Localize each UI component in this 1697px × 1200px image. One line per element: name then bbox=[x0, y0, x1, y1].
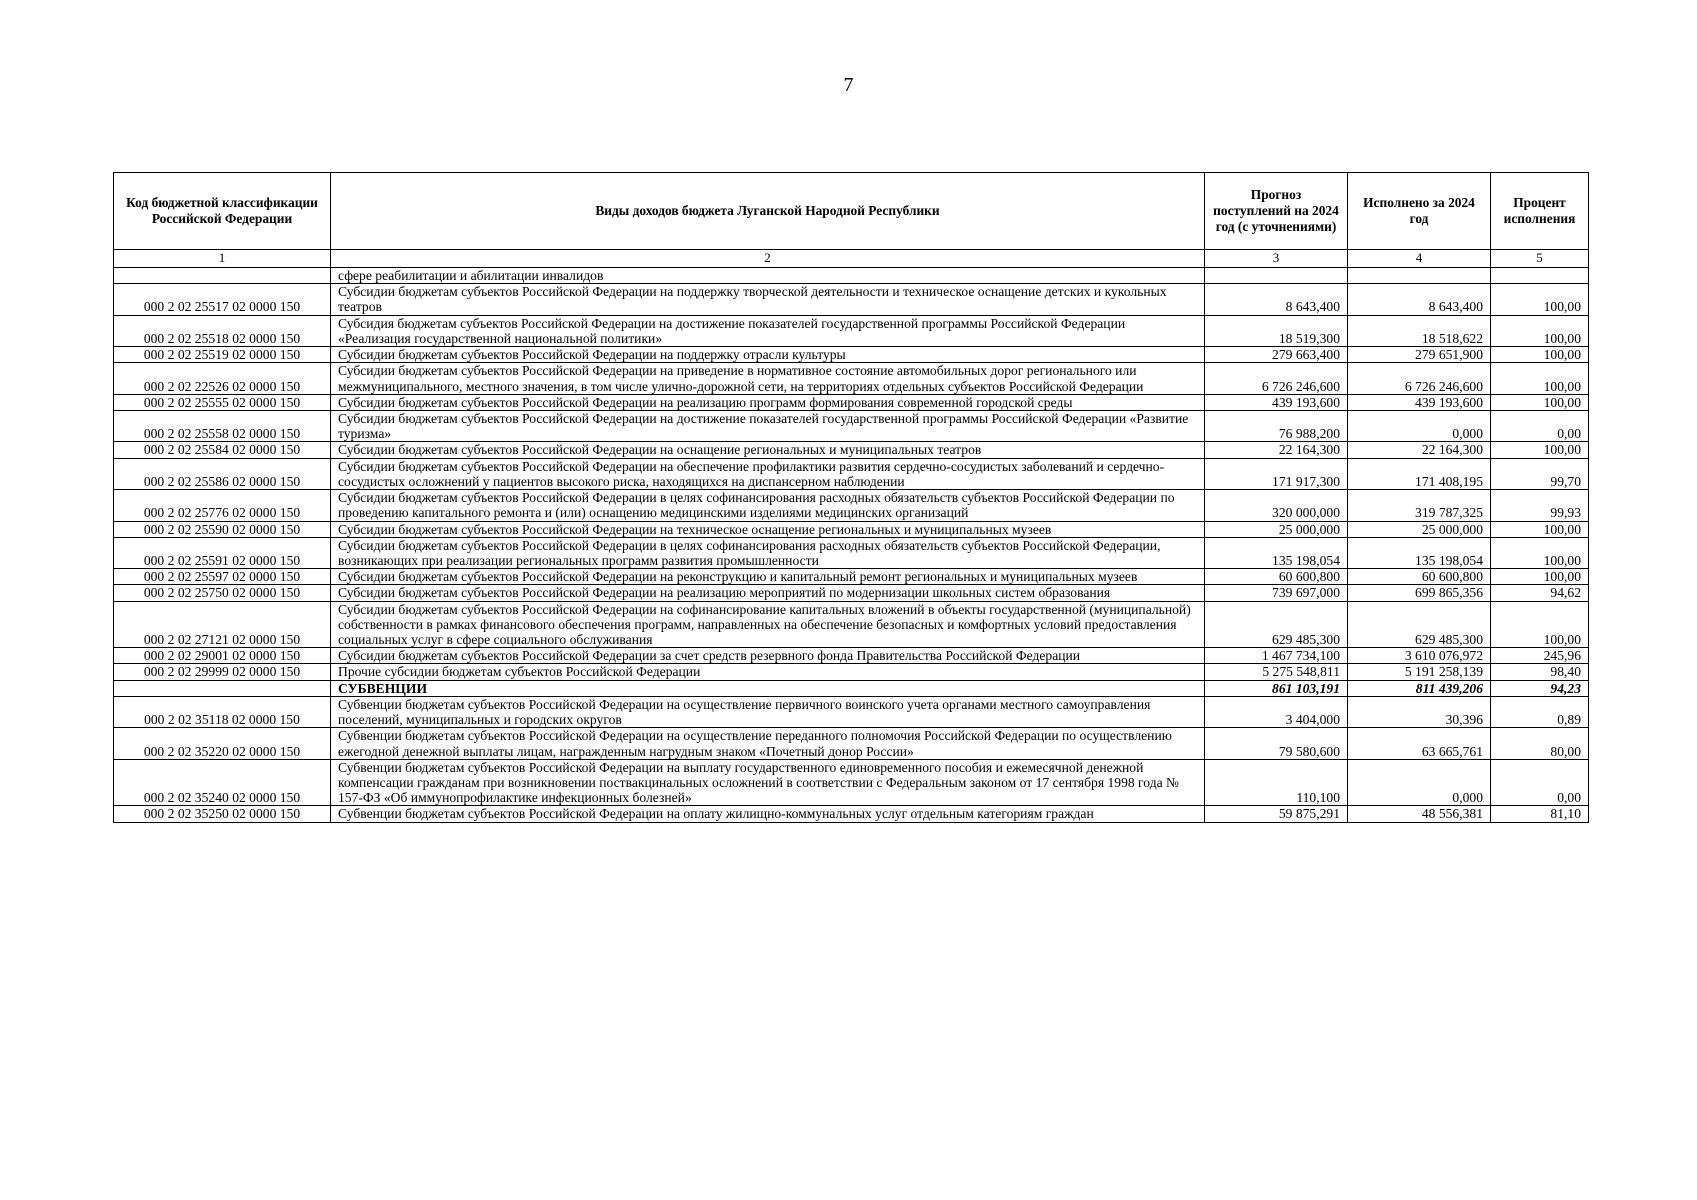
table-row bbox=[114, 394, 1589, 410]
cell-percent: 100,00 bbox=[1491, 537, 1589, 568]
table-row bbox=[114, 601, 1589, 648]
cell-code: 000 2 02 25558 02 0000 150 bbox=[114, 410, 331, 441]
table-row bbox=[114, 521, 1589, 537]
cell-name: Субсидии бюджетам субъектов Российской Федерации на поддержку отрасли культуры bbox=[331, 347, 1205, 363]
cell-executed: 30,396 bbox=[1348, 696, 1491, 727]
cell-executed bbox=[1348, 268, 1491, 284]
cell-forecast: 76 988,200 bbox=[1205, 410, 1348, 441]
cell-forecast: 8 643,400 bbox=[1205, 284, 1348, 315]
cell-forecast: 439 193,600 bbox=[1205, 394, 1348, 410]
table-row bbox=[114, 442, 1589, 458]
column-number-row bbox=[114, 250, 1589, 268]
cell-name: Субсидии бюджетам субъектов Российской Федерации на софинансирование капитальных вложений в объекты государственной (муниципальной) собственности в рамках финансового обеспечения программ, направленных на обеспечение безопасных и комфортных условий предоставления социальных услуг в сфере социального обслуживания bbox=[331, 601, 1205, 648]
cell-executed: 60 600,800 bbox=[1348, 569, 1491, 585]
cell-code: 000 2 02 25586 02 0000 150 bbox=[114, 458, 331, 489]
cell-percent bbox=[1491, 268, 1589, 284]
cell-executed: 279 651,900 bbox=[1348, 347, 1491, 363]
budget-revenue-table bbox=[113, 172, 1589, 823]
cell-executed: 629 485,300 bbox=[1348, 601, 1491, 648]
table-row bbox=[114, 363, 1589, 394]
table-row bbox=[114, 458, 1589, 489]
header-forecast: Прогноз поступлений на 2024 год (с уточнениями) bbox=[1205, 173, 1348, 250]
header-row bbox=[114, 173, 1589, 250]
cell-code: 000 2 02 27121 02 0000 150 bbox=[114, 601, 331, 648]
cell-executed: 0,000 bbox=[1348, 759, 1491, 806]
cell-code bbox=[114, 268, 331, 284]
cell-percent: 80,00 bbox=[1491, 728, 1589, 759]
column-number: 3 bbox=[1205, 250, 1348, 268]
cell-percent: 100,00 bbox=[1491, 442, 1589, 458]
table-row bbox=[114, 728, 1589, 759]
cell-name: Субсидии бюджетам субъектов Российской Федерации на поддержку творческой деятельности и техническое оснащение детских и кукольных театров bbox=[331, 284, 1205, 315]
column-number: 2 bbox=[331, 250, 1205, 268]
cell-name: СУБВЕНЦИИ bbox=[331, 680, 1205, 696]
cell-name: Субвенции бюджетам субъектов Российской Федерации на выплату государственного единовременного пособия и ежемесячной денежной компенсации гражданам при возникновении поствакцинальных осложнений в соответствии с Федеральным законом от 17 сентября 1998 года № 157-ФЗ «Об иммунопрофилактике инфекционных болезней» bbox=[331, 759, 1205, 806]
cell-executed: 811 439,206 bbox=[1348, 680, 1491, 696]
table-row bbox=[114, 315, 1589, 346]
cell-code: 000 2 02 25518 02 0000 150 bbox=[114, 315, 331, 346]
cell-name: Субвенции бюджетам субъектов Российской Федерации на оплату жилищно-коммунальных услуг отдельным категориям граждан bbox=[331, 806, 1205, 822]
cell-code: 000 2 02 35250 02 0000 150 bbox=[114, 806, 331, 822]
cell-forecast: 739 697,000 bbox=[1205, 585, 1348, 601]
column-number: 1 bbox=[114, 250, 331, 268]
cell-forecast: 6 726 246,600 bbox=[1205, 363, 1348, 394]
cell-name: Субсидии бюджетам субъектов Российской Федерации на приведение в нормативное состояние автомобильных дорог регионального или межмуниципального, местного значения, в том числе улично-дорожной сети, на территориях отдельных субъектов Российской Федерации bbox=[331, 363, 1205, 394]
cell-executed: 699 865,356 bbox=[1348, 585, 1491, 601]
cell-percent: 98,40 bbox=[1491, 664, 1589, 680]
cell-percent: 81,10 bbox=[1491, 806, 1589, 822]
header-code: Код бюджетной классификации Российской Федерации bbox=[114, 173, 331, 250]
header-name: Виды доходов бюджета Луганской Народной Республики bbox=[331, 173, 1205, 250]
header-executed: Исполнено за 2024 год bbox=[1348, 173, 1491, 250]
cell-percent: 99,93 bbox=[1491, 490, 1589, 521]
table-row bbox=[114, 268, 1589, 284]
cell-executed: 48 556,381 bbox=[1348, 806, 1491, 822]
cell-forecast: 18 519,300 bbox=[1205, 315, 1348, 346]
cell-code: 000 2 02 25597 02 0000 150 bbox=[114, 569, 331, 585]
cell-name: Субсидии бюджетам субъектов Российской Федерации на достижение показателей государственной программы Российской Федерации «Развитие туризма» bbox=[331, 410, 1205, 441]
cell-code: 000 2 02 29001 02 0000 150 bbox=[114, 648, 331, 664]
cell-name: Субсидии бюджетам субъектов Российской Федерации на техническое оснащение региональных и муниципальных музеев bbox=[331, 521, 1205, 537]
cell-executed: 319 787,325 bbox=[1348, 490, 1491, 521]
table-row bbox=[114, 490, 1589, 521]
cell-code bbox=[114, 680, 331, 696]
cell-code: 000 2 02 25519 02 0000 150 bbox=[114, 347, 331, 363]
cell-name: Субсидии бюджетам субъектов Российской Федерации на реконструкцию и капитальный ремонт региональных и муниципальных музеев bbox=[331, 569, 1205, 585]
cell-name: Субсидии бюджетам субъектов Российской Федерации в целях софинансирования расходных обязательств субъектов Российской Федерации по проведению капитального ремонта и (или) оснащению медицинскими изделиями медицинских организаций bbox=[331, 490, 1205, 521]
cell-forecast: 629 485,300 bbox=[1205, 601, 1348, 648]
cell-percent: 100,00 bbox=[1491, 394, 1589, 410]
cell-percent: 0,00 bbox=[1491, 759, 1589, 806]
column-number: 5 bbox=[1491, 250, 1589, 268]
cell-name: Субсидии бюджетам субъектов Российской Федерации на реализацию мероприятий по модернизации школьных систем образования bbox=[331, 585, 1205, 601]
column-number: 4 bbox=[1348, 250, 1491, 268]
cell-forecast bbox=[1205, 268, 1348, 284]
table-row bbox=[114, 410, 1589, 441]
cell-executed: 18 518,622 bbox=[1348, 315, 1491, 346]
table-row bbox=[114, 585, 1589, 601]
cell-executed: 22 164,300 bbox=[1348, 442, 1491, 458]
table-row bbox=[114, 806, 1589, 822]
section-total-row bbox=[114, 680, 1589, 696]
cell-name: Субсидии бюджетам субъектов Российской Федерации на оснащение региональных и муниципальных театров bbox=[331, 442, 1205, 458]
cell-executed: 3 610 076,972 bbox=[1348, 648, 1491, 664]
cell-forecast: 5 275 548,811 bbox=[1205, 664, 1348, 680]
cell-code: 000 2 02 25776 02 0000 150 bbox=[114, 490, 331, 521]
cell-code: 000 2 02 25591 02 0000 150 bbox=[114, 537, 331, 568]
cell-name: Субсидии бюджетам субъектов Российской Федерации в целях софинансирования расходных обязательств субъектов Российской Федерации, возникающих при реализации региональных программ развития промышленности bbox=[331, 537, 1205, 568]
cell-code: 000 2 02 22526 02 0000 150 bbox=[114, 363, 331, 394]
table-row bbox=[114, 284, 1589, 315]
cell-name: Прочие субсидии бюджетам субъектов Российской Федерации bbox=[331, 664, 1205, 680]
cell-code: 000 2 02 35118 02 0000 150 bbox=[114, 696, 331, 727]
cell-executed: 8 643,400 bbox=[1348, 284, 1491, 315]
table-row bbox=[114, 648, 1589, 664]
header-percent: Процент исполнения bbox=[1491, 173, 1589, 250]
cell-code: 000 2 02 25590 02 0000 150 bbox=[114, 521, 331, 537]
cell-percent: 0,00 bbox=[1491, 410, 1589, 441]
cell-executed: 0,000 bbox=[1348, 410, 1491, 441]
cell-percent: 100,00 bbox=[1491, 521, 1589, 537]
cell-percent: 100,00 bbox=[1491, 315, 1589, 346]
cell-executed: 25 000,000 bbox=[1348, 521, 1491, 537]
cell-forecast: 25 000,000 bbox=[1205, 521, 1348, 537]
cell-percent: 99,70 bbox=[1491, 458, 1589, 489]
cell-name: Субвенции бюджетам субъектов Российской Федерации на осуществление первичного воинского учета органами местного самоуправления поселений, муниципальных и городских округов bbox=[331, 696, 1205, 727]
table-row bbox=[114, 537, 1589, 568]
table-row bbox=[114, 664, 1589, 680]
table-row bbox=[114, 347, 1589, 363]
cell-executed: 5 191 258,139 bbox=[1348, 664, 1491, 680]
cell-percent: 100,00 bbox=[1491, 601, 1589, 648]
cell-percent: 100,00 bbox=[1491, 569, 1589, 585]
cell-forecast: 79 580,600 bbox=[1205, 728, 1348, 759]
table-row bbox=[114, 759, 1589, 806]
cell-forecast: 22 164,300 bbox=[1205, 442, 1348, 458]
cell-code: 000 2 02 35220 02 0000 150 bbox=[114, 728, 331, 759]
cell-percent: 94,62 bbox=[1491, 585, 1589, 601]
cell-name: Субсидии бюджетам субъектов Российской Федерации на обеспечение профилактики развития сердечно-сосудистых заболеваний и сердечно-сосудистых осложнений у пациентов высокого риска, находящихся на диспансерном наблюдении bbox=[331, 458, 1205, 489]
cell-name: Субсидия бюджетам субъектов Российской Федерации на достижение показателей государственной программы Российской Федерации «Реализация государственной национальной политики» bbox=[331, 315, 1205, 346]
cell-name: сфере реабилитации и абилитации инвалидов bbox=[331, 268, 1205, 284]
cell-executed: 171 408,195 bbox=[1348, 458, 1491, 489]
cell-code: 000 2 02 35240 02 0000 150 bbox=[114, 759, 331, 806]
cell-forecast: 60 600,800 bbox=[1205, 569, 1348, 585]
cell-code: 000 2 02 25517 02 0000 150 bbox=[114, 284, 331, 315]
cell-code: 000 2 02 25584 02 0000 150 bbox=[114, 442, 331, 458]
cell-code: 000 2 02 29999 02 0000 150 bbox=[114, 664, 331, 680]
cell-percent: 100,00 bbox=[1491, 363, 1589, 394]
page-number: 7 bbox=[843, 74, 854, 96]
cell-forecast: 3 404,000 bbox=[1205, 696, 1348, 727]
cell-percent: 100,00 bbox=[1491, 284, 1589, 315]
cell-code: 000 2 02 25555 02 0000 150 bbox=[114, 394, 331, 410]
cell-forecast: 861 103,191 bbox=[1205, 680, 1348, 696]
cell-name: Субвенции бюджетам субъектов Российской Федерации на осуществление переданного полномочия Российской Федерации по осуществлению ежегодной денежной выплаты лицам, награжденным нагрудным знаком «Почетный донор России» bbox=[331, 728, 1205, 759]
cell-executed: 63 665,761 bbox=[1348, 728, 1491, 759]
cell-percent: 0,89 bbox=[1491, 696, 1589, 727]
cell-percent: 94,23 bbox=[1491, 680, 1589, 696]
cell-executed: 439 193,600 bbox=[1348, 394, 1491, 410]
cell-forecast: 1 467 734,100 bbox=[1205, 648, 1348, 664]
cell-forecast: 171 917,300 bbox=[1205, 458, 1348, 489]
cell-name: Субсидии бюджетам субъектов Российской Федерации на реализацию программ формирования современной городской среды bbox=[331, 394, 1205, 410]
cell-percent: 100,00 bbox=[1491, 347, 1589, 363]
cell-executed: 135 198,054 bbox=[1348, 537, 1491, 568]
cell-name: Субсидии бюджетам субъектов Российской Федерации за счет средств резервного фонда Правительства Российской Федерации bbox=[331, 648, 1205, 664]
table-body bbox=[114, 268, 1589, 823]
cell-forecast: 135 198,054 bbox=[1205, 537, 1348, 568]
cell-forecast: 59 875,291 bbox=[1205, 806, 1348, 822]
cell-forecast: 279 663,400 bbox=[1205, 347, 1348, 363]
cell-executed: 6 726 246,600 bbox=[1348, 363, 1491, 394]
table-row bbox=[114, 696, 1589, 727]
cell-forecast: 110,100 bbox=[1205, 759, 1348, 806]
cell-code: 000 2 02 25750 02 0000 150 bbox=[114, 585, 331, 601]
cell-percent: 245,96 bbox=[1491, 648, 1589, 664]
cell-forecast: 320 000,000 bbox=[1205, 490, 1348, 521]
table-row bbox=[114, 569, 1589, 585]
